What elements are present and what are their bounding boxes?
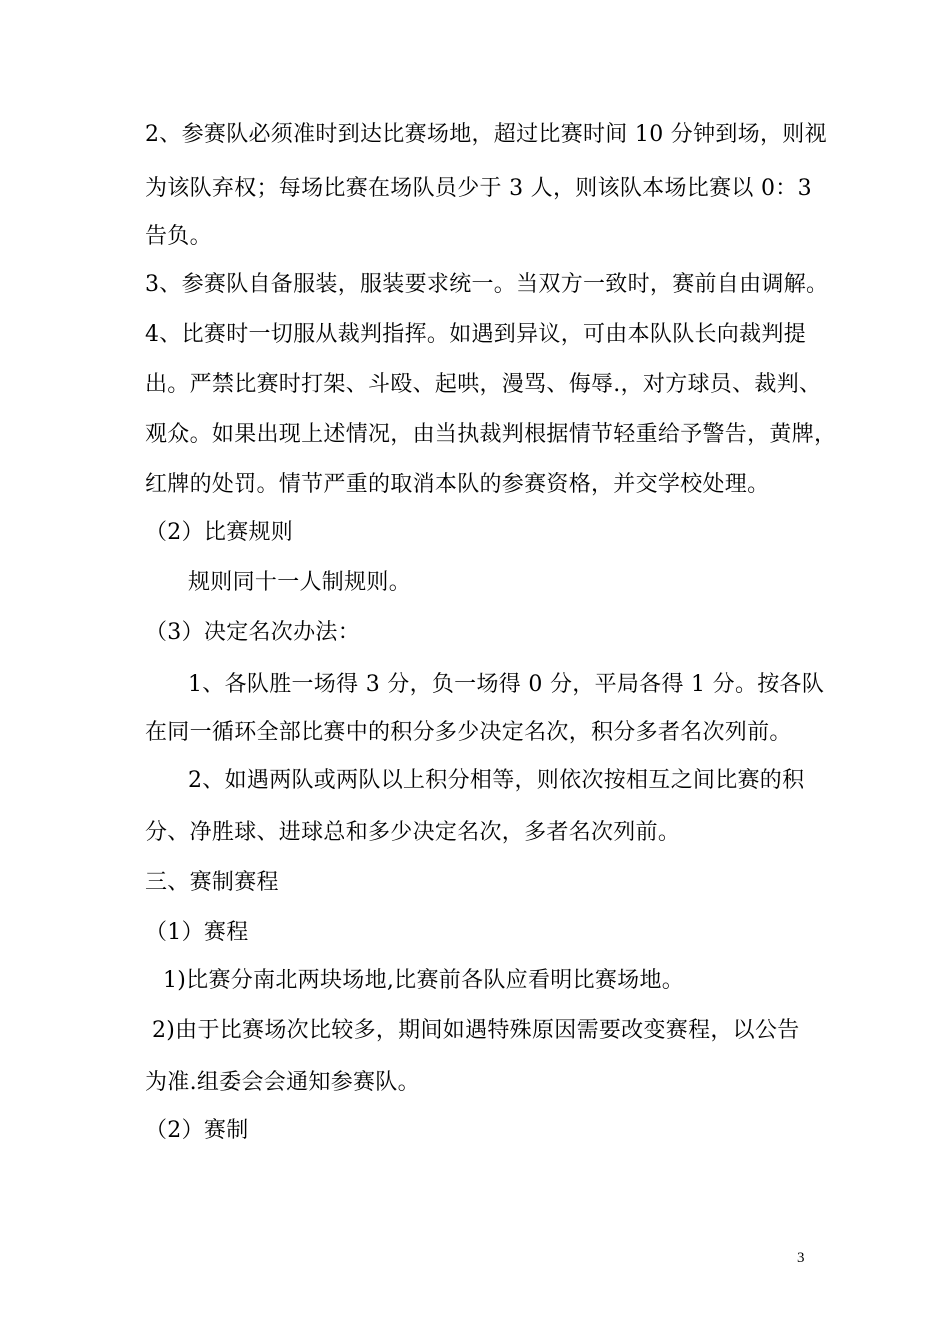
paragraph-line: 4、比赛时一切服从裁判指挥。如遇到异议，可由本队队长向裁判提 (145, 322, 806, 347)
paragraph-line: 为该队弃权；每场比赛在场队员少于 3 人，则该队本场比赛以 0：3 (145, 176, 812, 201)
paragraph-line: 在同一循环全部比赛中的积分多少决定名次，积分多者名次列前。 (145, 720, 792, 745)
paragraph-line: 观众。如果出现上述情况，由当执裁判根据情节轻重给予警告，黄牌， (145, 422, 837, 447)
section-heading: （3）决定名次办法： (145, 620, 360, 645)
paragraph-line: 2、参赛队必须准时到达比赛场地，超过比赛时间 10 分钟到场，则视 (145, 122, 827, 147)
paragraph-line: 为准.组委会会通知参赛队。 (145, 1070, 420, 1095)
paragraph-line: 1)比赛分南北两块场地,比赛前各队应看明比赛场地。 (163, 968, 685, 993)
page-number: 3 (797, 1250, 805, 1266)
section-heading: （1）赛程 (145, 920, 249, 945)
chapter-heading: 三、赛制赛程 (145, 870, 279, 895)
paragraph-line: 规则同十一人制规则。 (188, 570, 412, 595)
paragraph-line: 分、净胜球、进球总和多少决定名次，多者名次列前。 (145, 820, 681, 845)
paragraph-line: 2)由于比赛场次比较多，期间如遇特殊原因需要改变赛程，以公告 (152, 1018, 800, 1043)
paragraph-line: 红牌的处罚。情节严重的取消本队的参赛资格，并交学校处理。 (145, 472, 770, 497)
paragraph-line: 2、如遇两队或两队以上积分相等，则依次按相互之间比赛的积 (188, 768, 805, 793)
section-heading: （2）赛制 (145, 1118, 249, 1143)
section-heading: （2）比赛规则 (145, 520, 294, 545)
paragraph-line: 告负。 (145, 224, 212, 249)
paragraph-line: 3、参赛队自备服装，服装要求统一。当双方一致时，赛前自由调解。 (145, 272, 829, 297)
paragraph-line: 1、各队胜一场得 3 分，负一场得 0 分，平局各得 1 分。按各队 (188, 672, 825, 697)
paragraph-line: 出。严禁比赛时打架、斗殴、起哄，漫骂、侮辱.，对方球员、裁判、 (145, 372, 822, 397)
